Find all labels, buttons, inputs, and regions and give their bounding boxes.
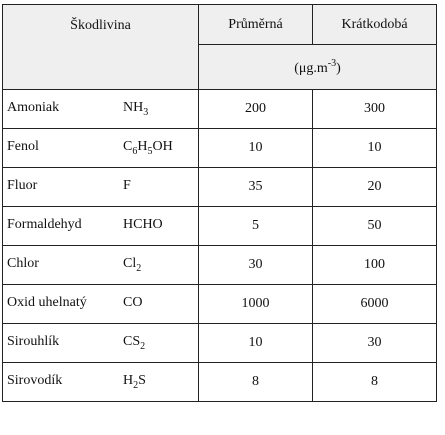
unit-base: (μg.m — [294, 61, 328, 76]
average-header-cell — [199, 5, 313, 45]
table-row — [3, 363, 437, 402]
chemical-formula — [123, 178, 131, 194]
formula-text: H — [137, 139, 148, 155]
average-value: 10 — [199, 129, 313, 168]
formula-text: CO — [123, 295, 143, 311]
table-row — [3, 324, 437, 363]
unit-label — [294, 58, 341, 89]
formula-text: S — [138, 373, 146, 389]
substance-name: Formaldehyd — [7, 217, 82, 233]
formula-text: C — [123, 139, 133, 155]
substance-name: Sirovodík — [7, 373, 63, 389]
average-header: Průměrná — [228, 16, 283, 32]
substance-cell — [3, 129, 199, 168]
short-term-value: 100 — [313, 246, 437, 285]
substance-cell — [3, 285, 199, 324]
average-value: 200 — [199, 90, 313, 129]
table-row — [3, 168, 437, 207]
formula-subscript: 2 — [133, 380, 139, 392]
substance-name: Fenol — [7, 139, 39, 155]
substance-cell — [3, 363, 199, 402]
formula-text: Cl — [123, 256, 137, 272]
substance-cell — [3, 207, 199, 246]
substance-name: Oxid uhelnatý — [7, 295, 87, 311]
short-term-header: Krátkodobá — [341, 16, 408, 32]
formula-subscript: 2 — [140, 341, 146, 353]
table-row — [3, 207, 437, 246]
pollutant-limits-table — [2, 4, 437, 402]
substance-name: Sirouhlík — [7, 334, 60, 350]
formula-text: NH — [123, 100, 144, 116]
unit-close: ) — [336, 61, 341, 76]
substance-cell — [3, 246, 199, 285]
formula-text: H — [123, 373, 134, 389]
table-row — [3, 246, 437, 285]
substance-cell — [3, 90, 199, 129]
substance-name: Chlor — [7, 256, 39, 272]
short-term-value: 20 — [313, 168, 437, 207]
substance-name: Fluor — [7, 178, 38, 194]
average-value: 35 — [199, 168, 313, 207]
header-row — [3, 5, 437, 45]
short-term-value: 50 — [313, 207, 437, 246]
formula-text: OH — [152, 139, 173, 155]
short-term-value: 8 — [313, 363, 437, 402]
formula-text: HCHO — [123, 217, 163, 233]
formula-subscript: 2 — [136, 263, 142, 275]
substance-header-cell — [3, 5, 199, 90]
substance-name: Amoniak — [7, 100, 60, 116]
formula-subscript: 3 — [143, 107, 149, 119]
chemical-formula — [123, 100, 149, 119]
table-row — [3, 129, 437, 168]
formula-subscript: 5 — [147, 146, 153, 158]
short-term-value: 30 — [313, 324, 437, 363]
formula-text: CS — [123, 334, 141, 350]
table-row — [3, 90, 437, 129]
table-row — [3, 285, 437, 324]
chemical-formula — [123, 256, 142, 275]
chemical-formula — [123, 334, 146, 353]
substance-cell — [3, 324, 199, 363]
chemical-formula — [123, 373, 146, 392]
average-value: 30 — [199, 246, 313, 285]
average-value: 1000 — [199, 285, 313, 324]
substance-cell — [3, 168, 199, 207]
average-value: 5 — [199, 207, 313, 246]
average-value: 10 — [199, 324, 313, 363]
short-term-value: 300 — [313, 90, 437, 129]
short-term-value: 6000 — [313, 285, 437, 324]
short-term-header-cell — [313, 5, 437, 45]
average-value: 8 — [199, 363, 313, 402]
unit-cell — [199, 45, 437, 90]
unit-exponent: -3 — [327, 58, 337, 69]
chemical-formula — [123, 139, 173, 158]
short-term-value: 10 — [313, 129, 437, 168]
substance-header: Škodlivina — [70, 18, 131, 33]
chemical-formula — [123, 217, 163, 233]
formula-subscript: 6 — [132, 146, 138, 158]
formula-text: F — [123, 178, 131, 194]
chemical-formula — [123, 295, 142, 311]
